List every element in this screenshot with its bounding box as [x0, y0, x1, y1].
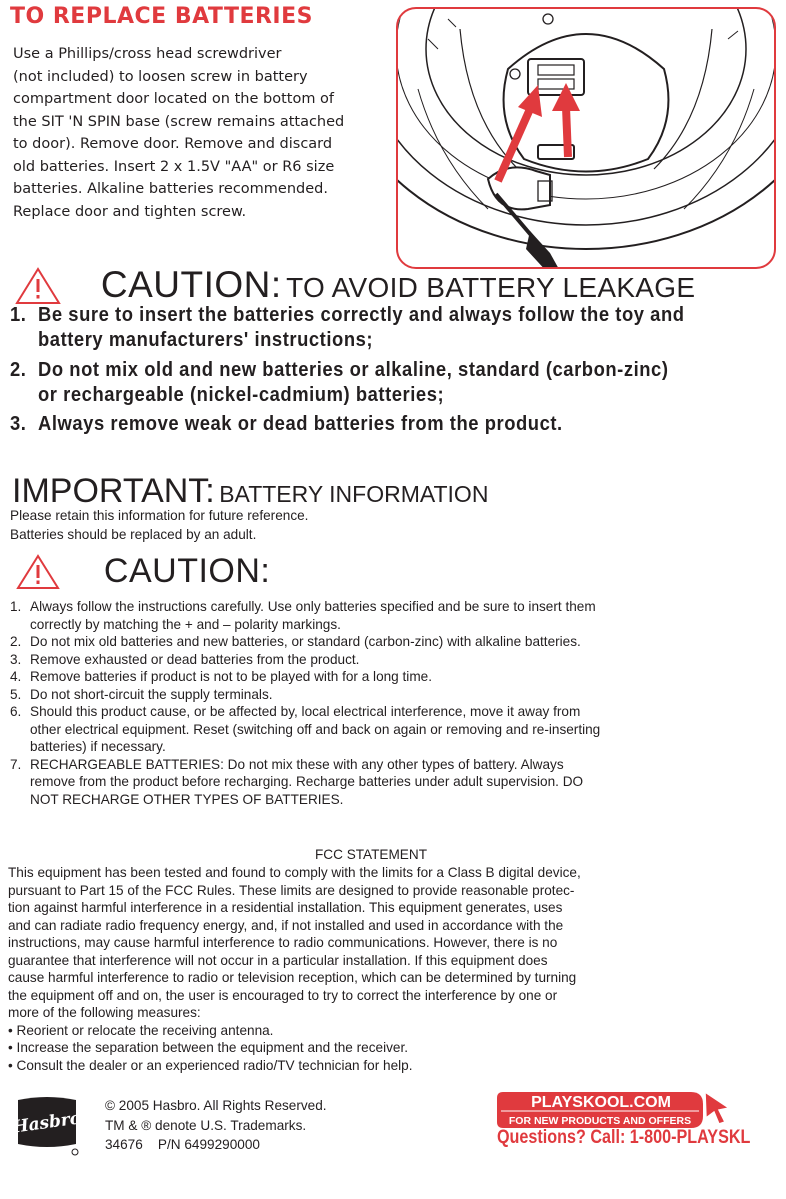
list-item-line: Always follow the instructions carefully. Use only batteries specified and be sure to insert them — [30, 599, 596, 614]
fcc-line: the equipment off and on, the user is encouraged to try to correct the interference by one or — [8, 987, 558, 1003]
playskool-banner — [497, 1090, 737, 1130]
fcc-line: guarantee that interference will not occur in a particular installation. If this equipment does — [8, 952, 548, 968]
fcc-bullet: • Increase the separation between the equipment and the receiver. — [8, 1040, 408, 1055]
playskool-tagline: FOR NEW PRODUCTS AND OFFERS — [508, 1115, 692, 1127]
leakage-item-1-line: battery manufacturers' instructions; — [38, 329, 374, 351]
important-word: IMPORTANT: — [12, 472, 215, 510]
list-item — [10, 598, 750, 633]
list-item — [10, 651, 750, 669]
hasbro-logo — [12, 1094, 82, 1158]
battery-compartment-diagram — [396, 7, 776, 269]
battery-compartment-illustration — [398, 9, 774, 267]
caution-general-heading — [15, 552, 270, 591]
fcc-line: and can radiate radio frequency energy, and, if not installed and used in accordance with the — [8, 917, 564, 933]
list-item — [10, 686, 750, 704]
fcc-line: tion against harmful interference in a residential installation. This equipment generates, uses — [8, 900, 563, 915]
fcc-line: instructions, may cause harmful interference to radio communications. However, there is no — [8, 935, 558, 950]
list-item-line: Remove batteries if product is not to be played with for a long time. — [30, 669, 432, 684]
leakage-item-3-line: Always remove weak or dead batteries from the product. — [38, 413, 563, 435]
list-item — [10, 756, 750, 809]
fcc-line: cause harmful interference to radio or television reception, which can be determined by turning — [8, 970, 577, 985]
list-item-num: 6. — [10, 704, 22, 719]
replace-line: Use a Phillips/cross head screwdriver — [13, 46, 282, 62]
list-item-line: remove from the product before recharging. Recharge batteries under adult supervision. DO — [30, 774, 584, 789]
fcc-line: pursuant to Part 15 of the FCC Rules. These limits are designed to provide reasonable protec- — [8, 882, 575, 898]
playskool-url: PLAYSKOOL.COM — [531, 1094, 671, 1111]
important-line-1: Please retain this information for future reference. — [10, 508, 309, 523]
list-item-num: 4. — [10, 669, 22, 684]
svg-text:Hasbro: Hasbro — [12, 1108, 82, 1138]
list-item-num: 2. — [10, 634, 22, 649]
warning-triangle-icon — [14, 266, 62, 306]
direction-arrows — [498, 83, 580, 181]
list-item-num: 1. — [10, 599, 22, 614]
copyright-line: © 2005 Hasbro. All Rights Reserved. — [105, 1098, 327, 1113]
replace-line: to door). Remove door. Remove and discard — [13, 136, 333, 152]
fcc-bullet: • Consult the dealer or an experienced radio/TV technician for help. — [8, 1057, 413, 1073]
part-number: 34676 P/N 6499290000 — [105, 1137, 260, 1152]
questions-phone: Questions? Call: 1-800-PLAYSKL — [497, 1127, 751, 1148]
replace-title: TO REPLACE BATTERIES — [10, 4, 313, 29]
fcc-line: This equipment has been tested and found to comply with the limits for a Class B digital device, — [8, 865, 581, 880]
list-item-line: RECHARGEABLE BATTERIES: Do not mix these with any other types of battery. Always — [30, 756, 564, 772]
trademark-line: TM & ® denote U.S. Trademarks. — [105, 1117, 307, 1133]
fcc-body — [8, 864, 748, 1074]
leakage-item-1-num: 1. — [10, 304, 27, 326]
hasbro-logo-mark — [12, 1094, 82, 1158]
caution-subtitle: TO AVOID BATTERY LEAKAGE — [286, 272, 696, 303]
copyright-block — [105, 1096, 425, 1155]
warning-triangle-icon — [15, 553, 61, 591]
important-heading — [12, 472, 488, 511]
list-item-num: 5. — [10, 686, 22, 702]
caution-general-word: CAUTION: — [103, 552, 271, 590]
replace-line: compartment door located on the bottom of — [13, 91, 335, 107]
replace-line: old batteries. Insert 2 x 1.5V "AA" or R6 size — [13, 158, 335, 175]
list-item-line: Remove exhausted or dead batteries from the product. — [30, 651, 360, 667]
fcc-line: more of the following measures: — [8, 1005, 201, 1020]
leakage-item-2-line: or rechargeable (nickel-cadmium) batteries; — [38, 384, 445, 406]
list-item-line: Should this product cause, or be affected by, local electrical interference, move it away from — [30, 704, 581, 719]
list-item-line: NOT RECHARGE OTHER TYPES OF BATTERIES. — [30, 791, 344, 807]
replace-line: batteries. Alkaline batteries recommended. — [13, 181, 328, 197]
list-item-line: Do not mix old batteries and new batteries, or standard (carbon-zinc) with alkaline batteries. — [30, 634, 581, 649]
list-item-line: other electrical equipment. Reset (switching off and back on again or removing and re-inserting — [30, 721, 601, 737]
important-line-2: Batteries should be replaced by an adult. — [10, 527, 257, 542]
list-item-line: Do not short-circuit the supply terminals. — [30, 686, 273, 702]
replace-line: (not included) to loosen screw in battery — [13, 68, 308, 85]
leakage-item-3-num: 3. — [10, 413, 27, 435]
leakage-item-2-line: Do not mix old and new batteries or alkaline, standard (carbon-zinc) — [38, 359, 669, 381]
leakage-item-2-num: 2. — [10, 359, 27, 381]
important-subtitle: BATTERY INFORMATION — [219, 481, 489, 507]
list-item-line: batteries) if necessary. — [30, 739, 166, 754]
list-item — [10, 633, 750, 651]
replace-instructions — [13, 43, 383, 223]
leakage-item-1-line: Be sure to insert the batteries correctly and always follow the toy and — [38, 304, 685, 326]
replace-line: the SIT 'N SPIN base (screw remains attached — [13, 113, 345, 130]
list-item — [10, 668, 750, 686]
replace-line: Replace door and tighten screw. — [13, 203, 247, 220]
list-item-line: correctly by matching the + and – polarity markings. — [30, 616, 341, 632]
list-item-num: 3. — [10, 651, 22, 667]
caution-general-list — [10, 598, 750, 808]
fcc-bullet: • Reorient or relocate the receiving antenna. — [8, 1022, 274, 1038]
cursor-arrow-icon — [702, 1090, 732, 1126]
caution-word: CAUTION: — [100, 264, 282, 305]
list-item-num: 7. — [10, 756, 22, 772]
fcc-title: FCC STATEMENT — [314, 847, 427, 862]
list-item — [10, 703, 750, 756]
caution-leakage-heading — [14, 264, 774, 308]
